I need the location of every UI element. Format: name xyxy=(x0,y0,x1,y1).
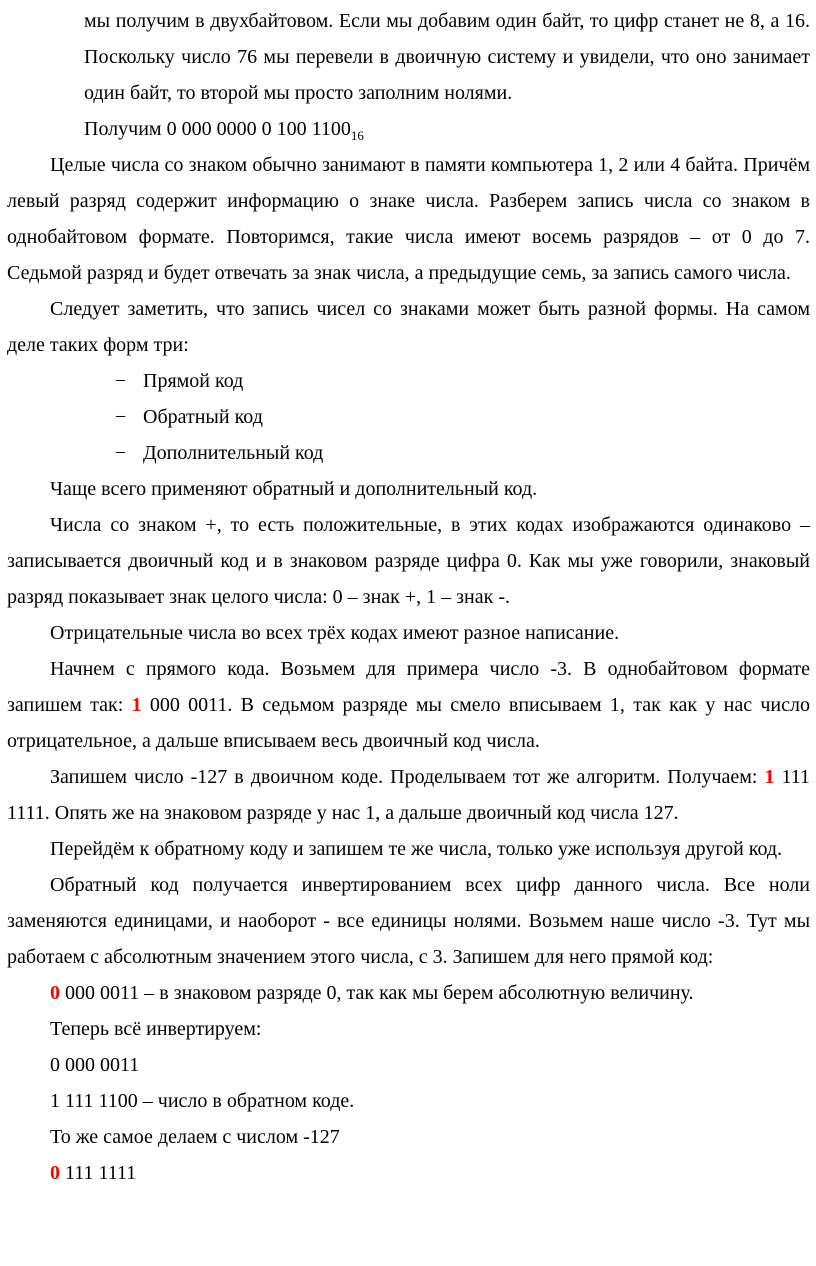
text-run: мы получим в двухбайтовом. Если мы добавим один байт, то цифр станет не 8, а 16. Поскольку число 76 мы перевели в двоичную систему и увидели, что оно занимает один байт, то второй мы просто заполним нолями. xyxy=(84,10,810,104)
paragraph xyxy=(7,291,810,363)
paragraph xyxy=(7,1119,810,1155)
text-run: Запишем число -127 в двоичном коде. Проделываем тот же алгоритм. Получаем: xyxy=(50,766,765,788)
text-run: Теперь всё инвертируем: xyxy=(50,1018,262,1040)
paragraph xyxy=(7,1047,810,1083)
text-run: 000 0011 – в знаковом разряде 0, так как мы берем абсолютную величину. xyxy=(60,982,694,1004)
text-run: Получим 0 000 0000 0 100 1100 xyxy=(84,118,351,140)
paragraph xyxy=(7,1155,810,1191)
paragraph xyxy=(7,1083,810,1119)
list-item xyxy=(115,363,810,399)
text-run: Перейдём к обратному коду и запишем те же числа, только уже используя другой код. xyxy=(50,838,783,860)
text-run: Чаще всего применяют обратный и дополнительный код. xyxy=(50,478,538,500)
text-run: Начнем с прямого кода. Возьмем для примера число -3. В однобайтовом формате запишем так: xyxy=(7,658,810,716)
text-run: Обратный код xyxy=(143,406,263,428)
list-item xyxy=(115,399,810,435)
text-run: 111 1111 xyxy=(60,1162,137,1184)
text-run: Обратный код получается инвертированием всех цифр данного числа. Все ноли заменяются единицами, и наоборот - все единицы нолями. Возьмем наше число -3. Тут мы работаем с абсолютным значением этого числа, с 3. Запишем для него прямой код: xyxy=(7,874,810,968)
paragraph xyxy=(7,1011,810,1047)
paragraph xyxy=(7,867,810,975)
text-run: То же самое делаем с числом -127 xyxy=(50,1126,340,1148)
text-run: 0 000 0011 xyxy=(50,1054,140,1076)
paragraph xyxy=(84,3,810,111)
sign-bit-digit-red: 0 xyxy=(50,1162,60,1184)
paragraph xyxy=(84,111,810,147)
list-item xyxy=(115,435,810,471)
text-run: Числа со знаком +, то есть положительные, в этих кодах изображаются одинаково – записывается двоичный код и в знаковом разряде цифра 0. Как мы уже говорили, знаковый разряд показывает знак целого числа: 0 – знак +, 1 – знак -. xyxy=(7,514,810,608)
paragraph xyxy=(7,831,810,867)
paragraph xyxy=(7,147,810,291)
text-run: Целые числа со знаком обычно занимают в памяти компьютера 1, 2 или 4 байта. Причём левый разряд содержит информацию о знаке числа. Разберем запись числа со знаком в однобайтовом формате. Повторимся, такие числа имеют восемь разрядов – от 0 до 7. Седьмой разряд и будет отвечать за знак числа, а предыдущие семь, за запись самого числа. xyxy=(7,154,810,284)
paragraph xyxy=(7,759,810,831)
text-run: Прямой код xyxy=(143,370,244,392)
text-run: Отрицательные числа во всех трёх кодах имеют разное написание. xyxy=(50,622,620,644)
list-dash-marker: − xyxy=(115,442,127,464)
text-run: 111 1111. Опять же на знаковом разряде у нас 1, а дальше двоичный код числа 127. xyxy=(7,766,811,824)
list-dash-marker: − xyxy=(115,370,127,392)
paragraph xyxy=(7,507,810,615)
sign-bit-digit-red: 1 xyxy=(764,766,775,788)
text-run: Следует заметить, что запись чисел со знаками может быть разной формы. На самом деле таких форм три: xyxy=(7,298,810,356)
text-run: Дополнительный код xyxy=(143,442,324,464)
text-run: 000 0011. В седьмом разряде мы смело вписываем 1, так как у нас число отрицательное, а дальше вписываем весь двоичный код числа. xyxy=(7,694,810,752)
list-dash-marker: − xyxy=(115,406,127,428)
text-run: 1 111 1100 – число в обратном коде. xyxy=(50,1090,355,1112)
paragraph xyxy=(7,615,810,651)
paragraph xyxy=(7,471,810,507)
sign-bit-digit-red: 1 xyxy=(131,694,142,716)
paragraph xyxy=(7,651,810,759)
paragraph xyxy=(7,975,810,1011)
sign-bit-digit-red: 0 xyxy=(50,982,60,1004)
base-subscript: 16 xyxy=(350,128,364,143)
